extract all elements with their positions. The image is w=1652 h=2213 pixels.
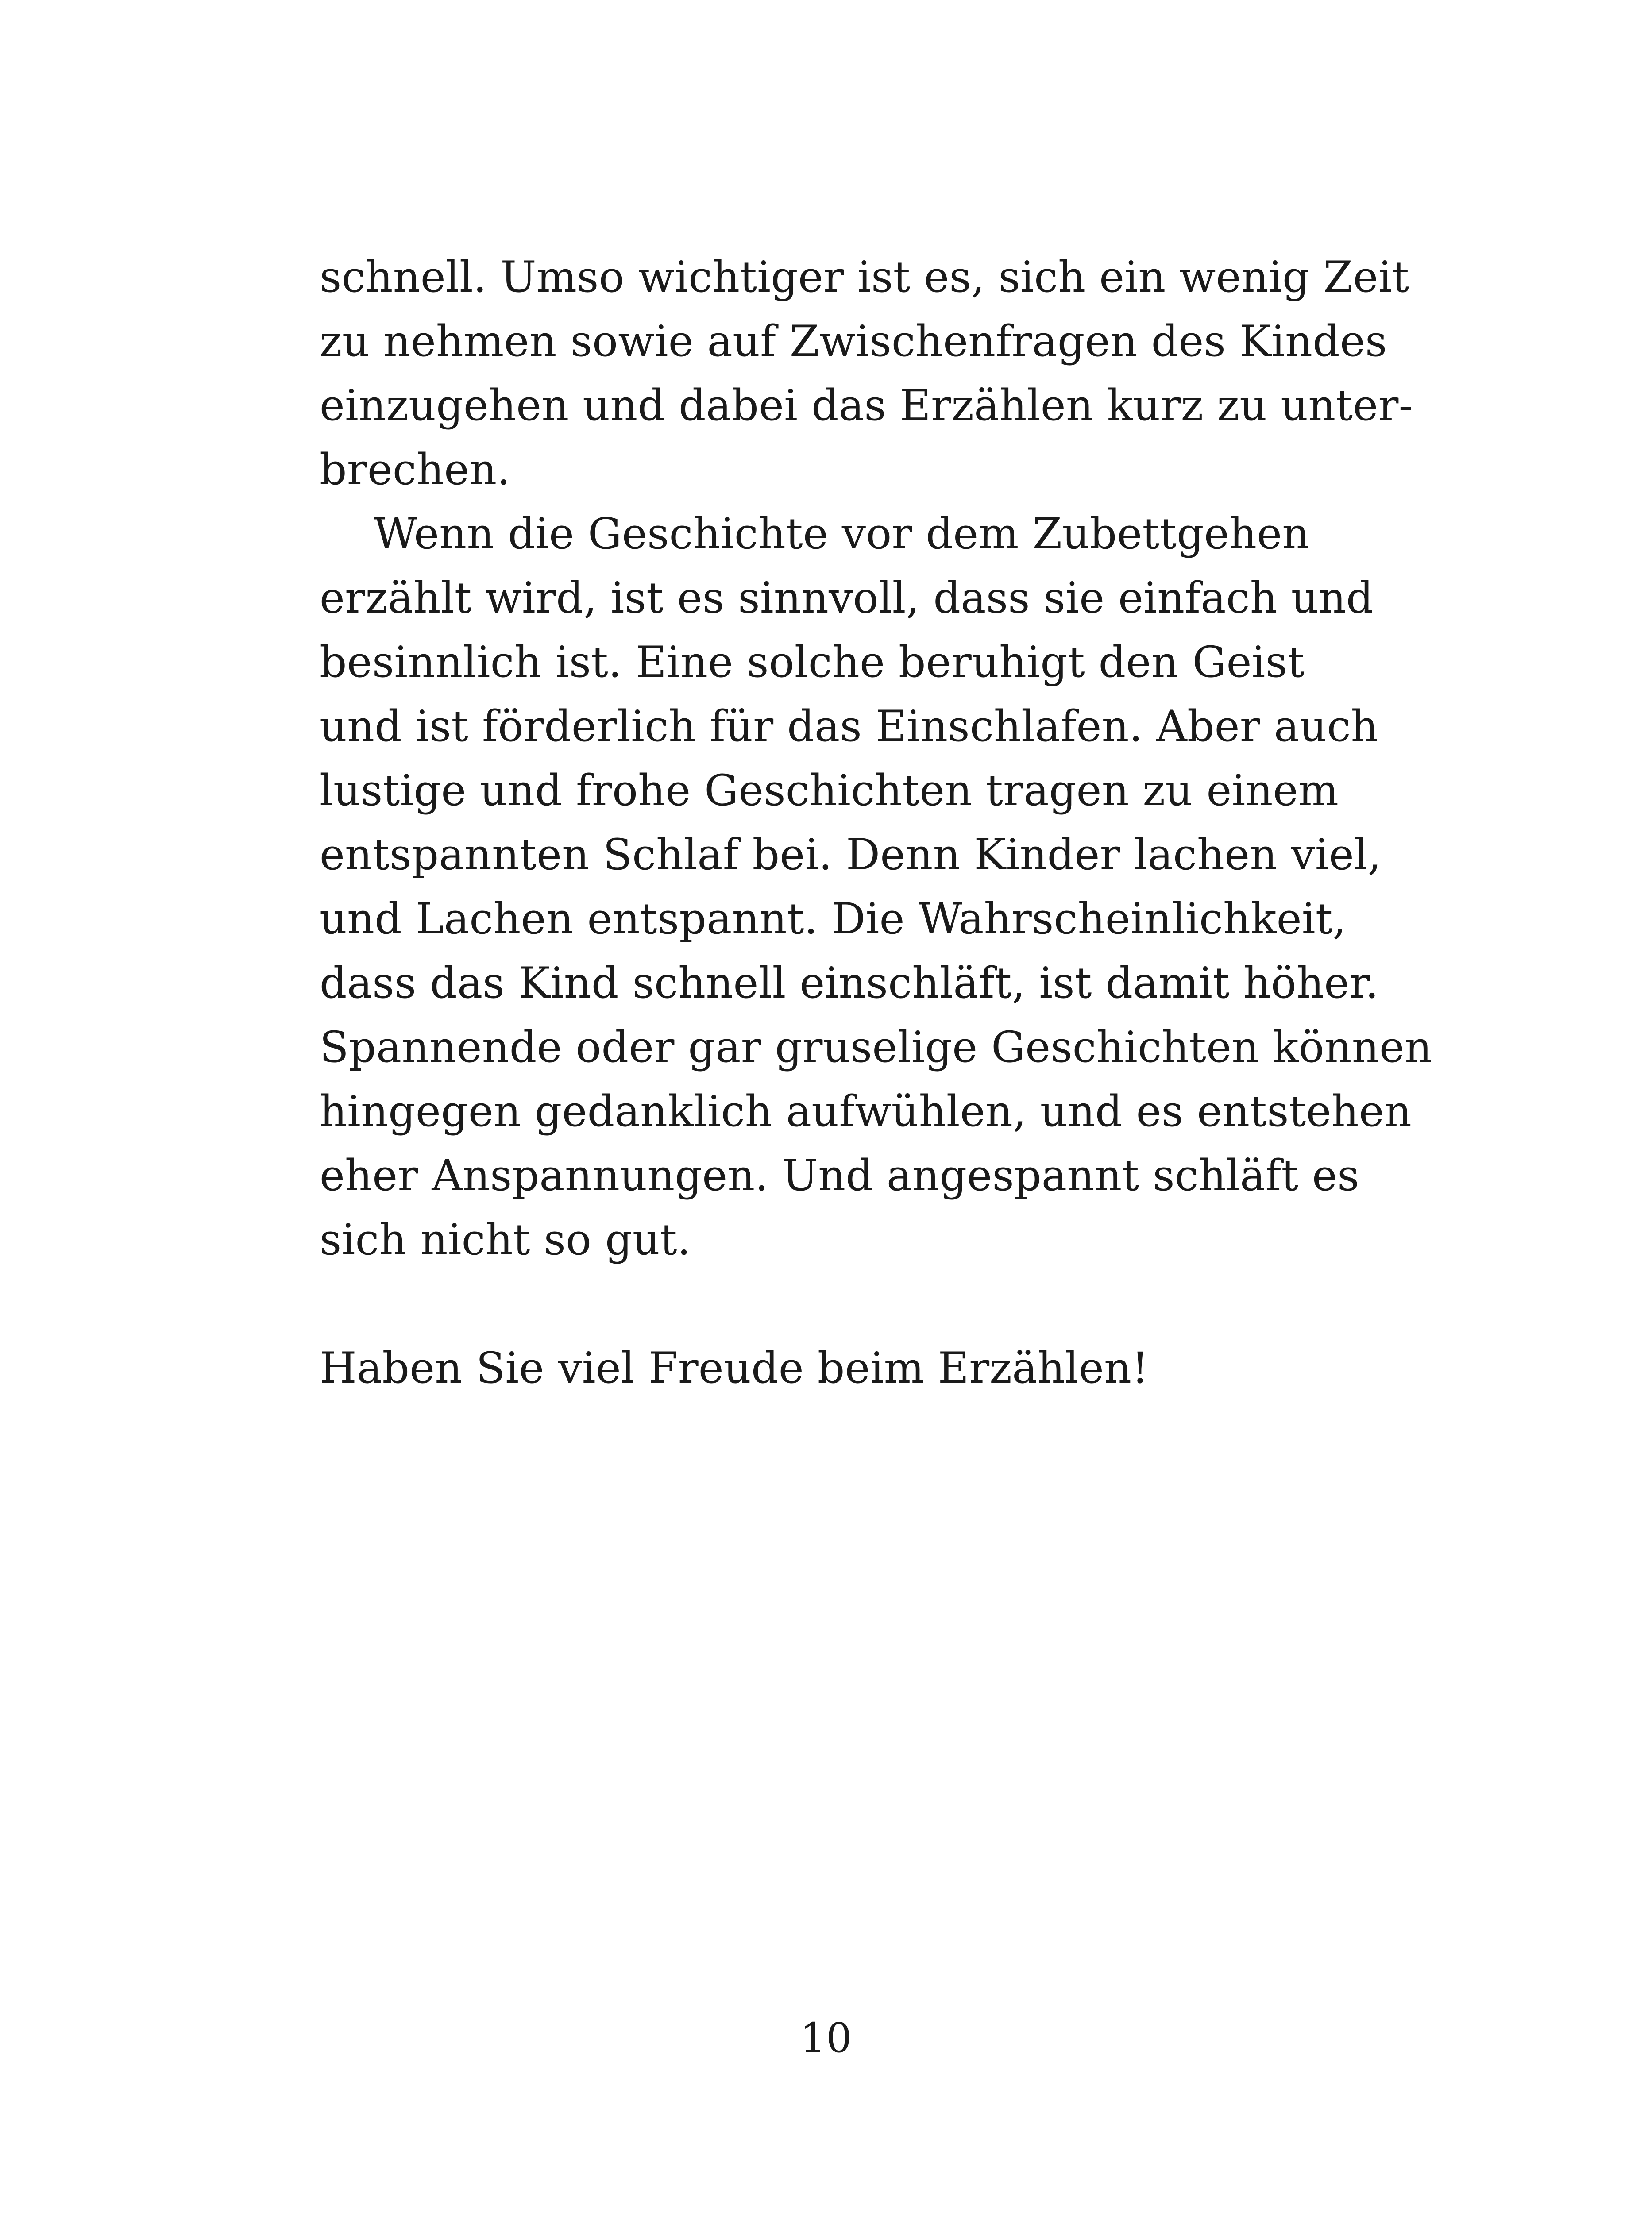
page-number: 10 (800, 2014, 852, 2062)
text-line: und ist förderlich für das Einschlafen. Aber auch (320, 702, 1378, 751)
text-line: erzählt wird, ist es sinnvoll, dass sie einfach und (320, 573, 1374, 623)
text-line: Spannende oder gar gruselige Geschichten können (320, 1022, 1432, 1072)
text-line: sich nicht so gut. (320, 1215, 691, 1265)
text-line: schnell. Umso wichtiger ist es, sich ein wenig Zeit (320, 252, 1409, 302)
text-line: lustige und frohe Geschichten tragen zu einem (320, 766, 1339, 815)
text-line: dass das Kind schnell einschläft, ist damit höher. (320, 958, 1379, 1008)
text-line: brechen. (320, 445, 511, 494)
text-line: und Lachen entspannt. Die Wahrscheinlichkeit, (320, 894, 1347, 944)
text-line: besinnlich ist. Eine solche beruhigt den Geist (320, 637, 1305, 687)
text-line: einzugehen und dabei das Erzählen kurz zu unter- (320, 381, 1413, 430)
text-line: hingegen gedanklich aufwühlen, und es entstehen (320, 1087, 1412, 1136)
closing-line: Haben Sie viel Freude beim Erzählen! (320, 1343, 1149, 1393)
text-line: Wenn die Geschichte vor dem Zubettgehen (374, 509, 1310, 559)
text-line: eher Anspannungen. Und angespannt schläft es (320, 1151, 1359, 1200)
text-line: zu nehmen sowie auf Zwischenfragen des Kindes (320, 316, 1387, 366)
paragraph-spacer (320, 1272, 1382, 1336)
body-text (320, 245, 1432, 1400)
text-line: entspannten Schlaf bei. Denn Kinder lachen viel, (320, 830, 1382, 879)
